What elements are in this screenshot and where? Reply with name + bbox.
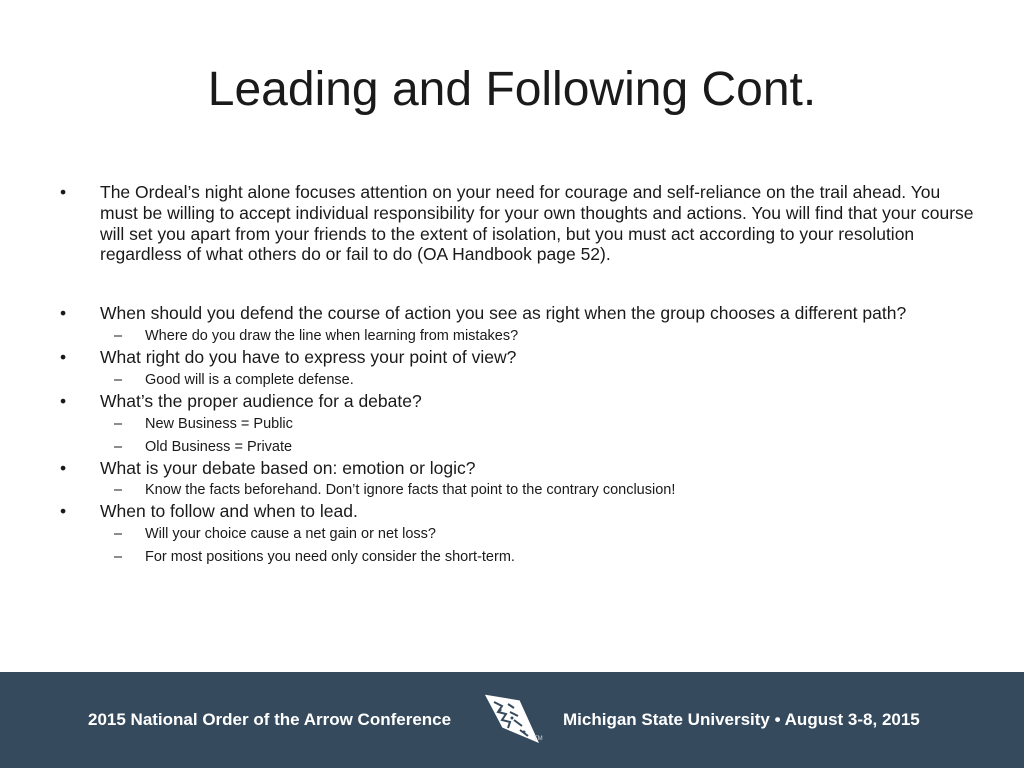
footer-location-date: Michigan State University • August 3-8, 2015 [563, 710, 920, 729]
sub-bullet-item [56, 436, 976, 458]
sub-bullet-text: Will your choice cause a net gain or net loss? [145, 526, 436, 543]
sub-bullet-text: Good will is a complete defense. [145, 371, 354, 388]
bullet-dot: • [60, 457, 67, 478]
bullet-text: When to follow and when to lead. [100, 501, 358, 522]
sub-bullet-text: Know the facts beforehand. Don’t ignore facts that point to the contrary conclusion! [145, 482, 676, 499]
bullet-dot: • [60, 390, 67, 411]
slide-title: Leading and Following Cont. [207, 63, 817, 116]
bullet-text: The Ordeal’s night alone focuses attention on your need for courage and self-reliance on the trail ahead. You must be willing to accept individual responsibility for your own thoughts and actions. You will find that your course will set you apart from your friends to the extent of isolation, but you must act according to your resolution regardless of what others do or fail to do (OA Handbook page 52). [100, 182, 974, 265]
bullet-item [56, 303, 976, 324]
bullet-list [56, 182, 976, 568]
sub-bullet-item [56, 546, 976, 568]
bullet-item [56, 182, 976, 265]
sub-bullet-dash: – [114, 327, 123, 344]
sub-bullet-dash: – [114, 371, 123, 388]
bullet-dot: • [60, 182, 67, 202]
footer-conference-name: 2015 National Order of the Arrow Conference [88, 710, 452, 729]
trademark-mark: TM [534, 736, 543, 742]
sub-bullet-text: Where do you draw the line when learning from mistakes? [145, 327, 519, 344]
bullet-text: What’s the proper audience for a debate? [100, 390, 422, 411]
sub-bullet-dash: – [114, 438, 123, 455]
bullet-item [56, 391, 976, 412]
bullet-item [56, 501, 976, 522]
bullet-text: What right do you have to express your point of view? [100, 346, 517, 367]
bullet-item [56, 458, 976, 479]
sub-bullet-dash: – [114, 415, 123, 432]
bullet-item [56, 347, 976, 368]
sub-bullet-text: Old Business = Private [145, 438, 293, 455]
bullet-dot: • [60, 501, 67, 522]
footer-bar [0, 672, 1024, 768]
sub-bullet-dash: – [114, 526, 123, 543]
sub-bullet-item [56, 325, 976, 347]
sub-bullet-dash: – [114, 549, 123, 566]
bullet-dot: • [60, 303, 67, 324]
sub-bullet-item [56, 413, 976, 435]
bullet-text: When should you defend the course of action you see as right when the group chooses a different path? [100, 303, 907, 324]
sub-bullet-item [56, 369, 976, 391]
sub-bullet-text: For most positions you need only consider the short-term. [145, 549, 515, 566]
bullet-text: What is your debate based on: emotion or logic? [100, 457, 476, 478]
sub-bullet-text: New Business = Public [145, 415, 293, 432]
sub-bullet-dash: – [114, 482, 123, 499]
sub-bullet-item [56, 523, 976, 545]
bullet-dot: • [60, 346, 67, 367]
sub-bullet-item [56, 479, 976, 501]
